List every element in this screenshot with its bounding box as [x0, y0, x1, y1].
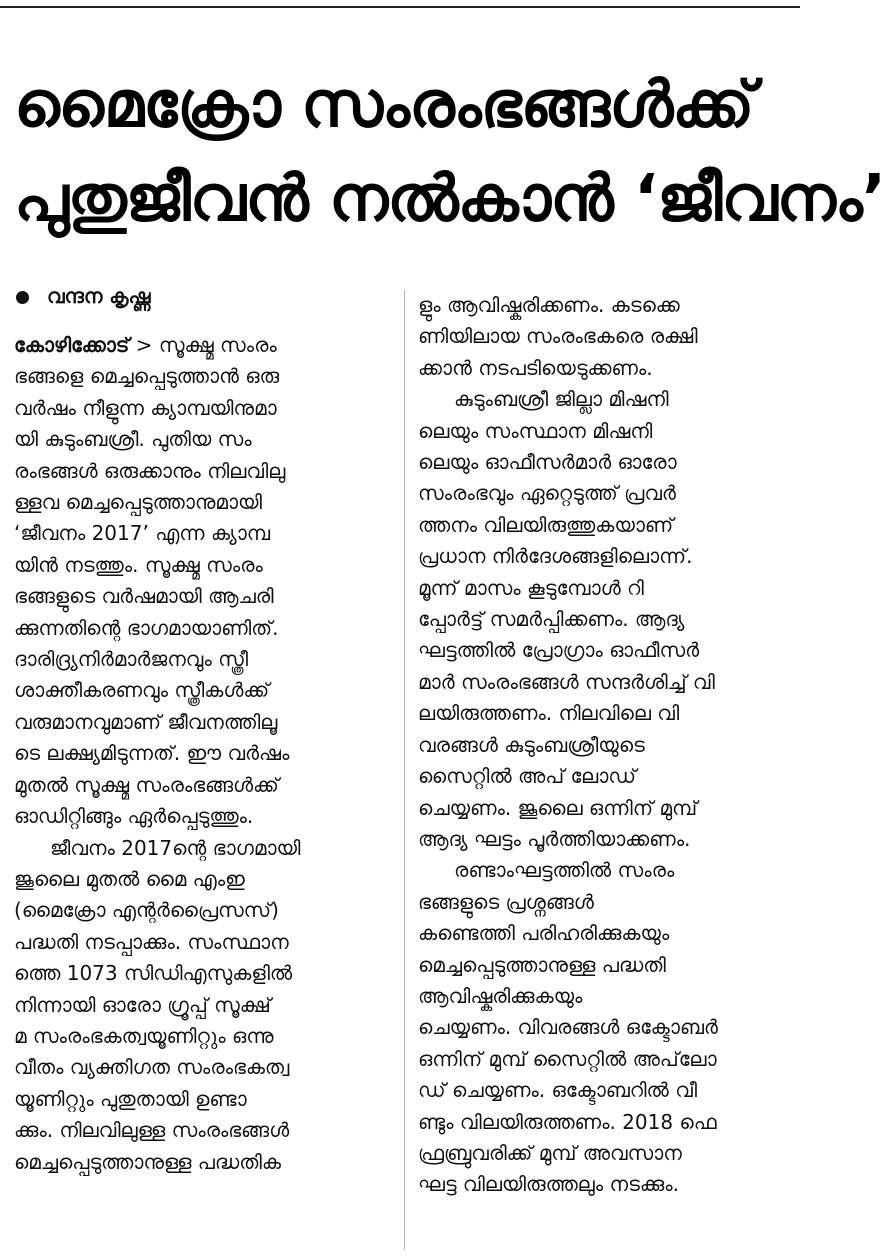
- headline-line-2: പുതുജീവൻ നൽകാൻ ‘ജീവനം’: [14, 162, 885, 236]
- article-line: മൂന്ന് മാസം കൂടുമ്പോൾ റി: [418, 575, 644, 600]
- article-line: (മൈക്രോ എന്റർപ്രൈസസ്): [14, 898, 279, 923]
- article-column-left: [14, 282, 394, 1178]
- article-line: രംഭങ്ങൾ ഒരുക്കാനും നിലവിലു: [14, 458, 286, 483]
- article-line: പദ്ധതി നടപ്പാക്കും. സംസ്ഥാന: [14, 929, 289, 954]
- article-line: ചെയ്യണം. ജൂലൈ ഒന്നിന് മുമ്പ്: [418, 795, 698, 820]
- dateline: കോഴിക്കോട്: [14, 333, 130, 357]
- article-line: വരുമാനവുമാണ് ജീവനത്തിലൂ: [14, 709, 278, 734]
- article-line: ടെ ലക്ഷ്യമിടുന്നത്. ഈ വർഷം: [14, 741, 290, 766]
- article-line: ണ്ടും വിലയിരുത്തണം. 2018 ഫെ: [418, 1109, 717, 1134]
- article-line: ഓഡിറ്റിങ്ങും ഏർപ്പെടുത്തും.: [14, 804, 254, 829]
- headline: [14, 58, 885, 246]
- byline-author: വന്ദന കൃഷ്ണ: [47, 284, 151, 309]
- article-line: ള്ളവ മെച്ചപ്പെടുത്താനുമായി: [14, 490, 263, 515]
- article-line: ഭങ്ങളെ മെച്ചപ്പെടുത്താൻ ഒരു: [14, 364, 280, 389]
- article-line: പ്പോർട്ട് സമർപ്പിക്കണം. ആദ്യ: [418, 607, 685, 632]
- article-line: ആവിഷ്കരിക്കുകയും: [418, 983, 583, 1008]
- article-line: ജൂലൈ മുതൽ മൈ എംഇ: [14, 866, 245, 891]
- article-line: ഡ് ചെയ്യണം. ഒക്ടോബറിൽ വീ: [418, 1078, 698, 1103]
- article-line: യൂണിറ്റും പുതുതായി ഉണ്ടാ: [14, 1086, 247, 1111]
- article-line-text: സൂക്ഷ്മ സംരം: [158, 333, 277, 357]
- article-line: ലെയും ഓഫീസർമാർ ഓരോ: [418, 450, 677, 475]
- dateline-separator: >: [135, 333, 153, 357]
- article-column-right: [418, 290, 792, 1201]
- article-line: സൈറ്റിൽ അപ് ലോഡ്: [418, 764, 637, 789]
- article-line: രണ്ടാംഘട്ടത്തിൽ സംരം: [454, 858, 675, 883]
- article-line: ത്തനം വിലയിരുത്തുകയാണ്: [418, 512, 674, 537]
- article-line: ചെയ്യണം. വിവരങ്ങൾ ഒക്ടോബർ: [418, 1015, 718, 1040]
- bullet-icon: [16, 291, 29, 304]
- article-line: ഘട്ട വിലയിരുത്തലും നടക്കും.: [418, 1172, 679, 1197]
- headline-line-1: മൈക്രോ സംരംഭങ്ങൾക്ക്: [14, 68, 754, 142]
- article-line: ഒന്നിന് മുമ്പ് സൈറ്റിൽ അപ്‌ലോ: [418, 1046, 717, 1071]
- article-line: വരങ്ങൾ കുടുംബശ്രീയുടെ: [418, 732, 645, 757]
- article-line: ദാരിദ്ര്യനിർമാർജനവും സ്ത്രീ: [14, 647, 249, 672]
- article-line: ലയിരുത്തണം. നിലവിലെ വി: [418, 701, 680, 726]
- article-line: ണിയിലായ സംരംഭകരെ രക്ഷി: [418, 324, 698, 349]
- article-line: ത്തെ 1073 സിഡിഎസുകളിൽ: [14, 961, 293, 986]
- article-line: കുടുംബശ്രീ ജില്ലാ മിഷനി: [454, 387, 669, 412]
- article-line: ഭങ്ങളുടെ പ്രശ്നങ്ങൾ: [418, 889, 594, 914]
- article-line: മെച്ചപ്പെടുത്താനുള്ള പദ്ധതി: [418, 952, 666, 977]
- article-line: [14, 330, 394, 361]
- article-line: ലെയും സംസ്ഥാന മിഷനി: [418, 418, 653, 443]
- article-line: യിൻ നടത്തും. സൂക്ഷ്മ സംരം: [14, 552, 263, 577]
- article-line: സംരംഭവും ഏറ്റെടുത്ത് പ്രവർ: [418, 481, 676, 506]
- article-line: വർഷം നീളുന്ന ക്യാമ്പയിനുമാ: [14, 395, 277, 420]
- article-line: ക്കുന്നതിന്റെ ഭാഗമായാണിത്.: [14, 615, 279, 640]
- article-line: മുതൽ സൂക്ഷ്മ സംരംഭങ്ങൾക്ക്: [14, 772, 279, 797]
- article-line: ജീവനം 2017ന്റെ ഭാഗമായി: [50, 835, 301, 860]
- top-rule: [0, 6, 800, 8]
- article-line: ആദ്യ ഘട്ടം പൂർത്തിയാക്കണം.: [418, 826, 691, 851]
- article-line: ‘ജീവനം 2017’ എന്ന ക്യാമ്പ: [14, 521, 271, 546]
- article-line: ഫ്രബ്രുവരിക്ക് മുമ്പ് അവസാന: [418, 1140, 682, 1165]
- article-line: വീതം വ്യക്തിഗത സംരംഭകത്വ: [14, 1055, 290, 1080]
- article-line: മെച്ചപ്പെടുത്താനുള്ള പദ്ധതിക: [14, 1149, 281, 1174]
- article-line: മാർ സംരംഭങ്ങൾ സന്ദർശിച്ച് വി: [418, 669, 715, 694]
- article-line: ളും ആവിഷ്കരിക്കണം. കടക്കെ: [418, 293, 680, 317]
- article-line: ക്കും. നിലവിലുള്ള സംരംഭങ്ങൾ: [14, 1118, 290, 1143]
- article-line: യി കുടുംബശ്രീ. പുതിയ സം: [14, 427, 252, 452]
- article-line: ശാക്തീകരണവും സ്ത്രീകൾക്ക്: [14, 678, 270, 703]
- article-line: ഭങ്ങളുടെ വർഷമായി ആചരി: [14, 584, 274, 609]
- article-line: മ സംരംഭകത്വയൂണിറ്റും ഒന്നു: [14, 1023, 274, 1048]
- article-line: ക്കാൻ നടപടിയെടുക്കണം.: [418, 355, 653, 380]
- article-line: പ്രധാന നിർദേശങ്ങളിലൊന്ന്.: [418, 544, 693, 569]
- article-line: നിന്നായി ഓരോ ഗ്രൂപ്പ് സൂക്ഷ്: [14, 992, 271, 1017]
- article-line: ഘട്ടത്തിൽ പ്രോഗ്രാം ഓഫീസർ: [418, 638, 700, 663]
- column-divider: [404, 290, 405, 1250]
- byline: [14, 282, 394, 312]
- article-line: കണ്ടെത്തി പരിഹരിക്കുകയും: [418, 921, 670, 946]
